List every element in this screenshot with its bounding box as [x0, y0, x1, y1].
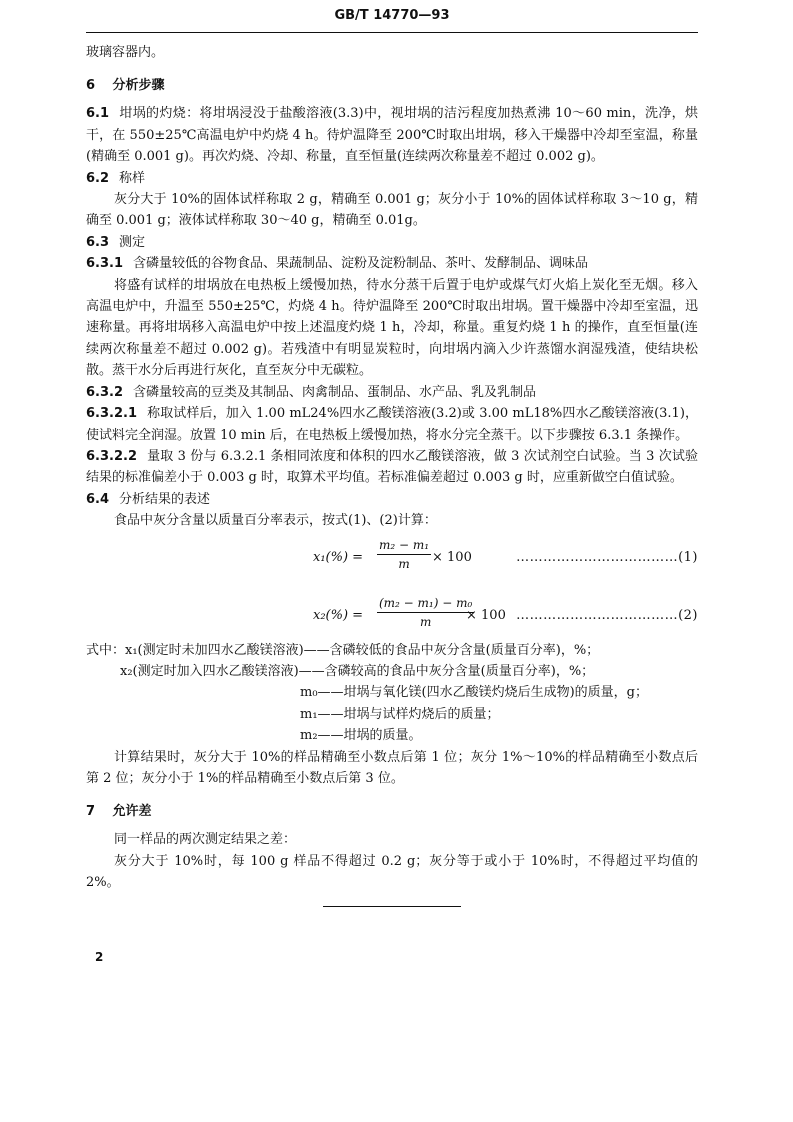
formula-2-fraction	[377, 596, 474, 629]
clause-6-1-text: 坩埚的灼烧：将坩埚浸没于盐酸溶液(3.3)中，视坩埚的洁污程度加热煮沸 10～60 min，洗净，烘干，在 550±25℃高温电炉中灼烧 4 h。待炉温降至 200℃时取出坩埚，移入干燥器中冷却至室温，称量(精确至 0.001 g)。再次灼烧、冷却、称量，直至恒量(连续两次称量差不超过 0.002 g)。	[86, 106, 698, 165]
clause-6-2-number: 6.2	[86, 170, 110, 186]
clause-6-2-title: 称样	[119, 170, 146, 186]
definition-m1: m₁——坩埚与试样灼烧后的质量；	[300, 706, 500, 722]
clause-6-4-text: 食品中灰分含量以质量百分率表示，按式(1)、(2)计算：	[114, 513, 437, 529]
clause-6-2-heading	[86, 168, 698, 189]
clause-6-3-2-heading	[86, 382, 698, 403]
clause-6-1-number: 6.1	[86, 106, 110, 122]
clause-6-3-number: 6.3	[86, 234, 110, 250]
formula-1-fraction	[377, 538, 431, 571]
formula-2-number: ………………………………(2)	[516, 607, 698, 623]
definition-x1: 式中：x₁(测定时未加四水乙酸镁溶液)——含磷较低的食品中灰分含量(质量百分率)，%；	[86, 642, 600, 658]
definition-m2: m₂——坩埚的质量。	[300, 728, 422, 744]
clause-6-3-2-2	[86, 446, 698, 489]
clause-6-3-2-2-number: 6.3.2.2	[86, 448, 137, 464]
formula-1-lhs: x₁(%) =	[313, 549, 364, 565]
clause-6-4-heading	[86, 489, 698, 510]
section-6-title: 分析步骤	[112, 78, 165, 94]
page-content	[86, 42, 698, 894]
clause-6-2-text: 灰分大于 10%的固体试样称取 2 g，精确至 0.001 g；灰分小于 10%的固体试样称取 3～10 g，精确至 0.001 g；液体试样称取 30～40 g，精确至 0.01g。	[86, 192, 698, 229]
formula-2-denominator: m	[419, 614, 432, 629]
section-7-heading	[86, 800, 698, 819]
clause-6-4-number: 6.4	[86, 491, 110, 507]
clause-6-3-2-1	[86, 403, 698, 446]
tolerance-line-1: 同一样品的两次测定结果之差：	[114, 832, 297, 848]
formula-1-denominator: m	[398, 556, 410, 571]
clause-6-3-2-2-text: 量取 3 份与 6.3.2.1 条相同浓度和体积的四水乙酸镁溶液，做 3 次试剂空白试验。当 3 次试验结果的标准偏差小于 0.003 g 时，取算术平均值。若标准偏差超过 0.003 g 时，应重新做空白值试验。	[86, 448, 698, 486]
clause-6-3-title: 测定	[119, 234, 146, 250]
clause-6-3-2-title: 含磷量较高的豆类及其制品、肉禽制品、蛋制品、水产品、乳及乳制品	[133, 384, 537, 400]
section-6-number: 6	[86, 78, 96, 94]
clause-6-3-1-heading	[86, 253, 698, 274]
page-number: 2	[95, 950, 104, 964]
formula-1-number: ………………………………(1)	[516, 549, 698, 565]
section-7-title: 允许差	[112, 804, 152, 820]
definition-m0: m₀——坩埚与氧化镁(四水乙酸镁灼烧后生成物)的质量，g；	[300, 685, 649, 701]
formula-2-multiplier: × 100	[466, 607, 506, 623]
clause-6-3-2-1-text: 称取试样后，加入 1.00 mL24%四水乙酸镁溶液(3.2)或 3.00 mL18%四水乙酸镁溶液(3.1)，使试料完全润湿。放置 10 min 后，在电热板上缓慢加热，将水分完全蒸干。以下步骤按 6.3.1 条操作。	[86, 406, 698, 443]
formula-2-numerator: (m₂ − m₁) − m₀	[377, 596, 474, 613]
calculation-note: 计算结果时，灰分大于 10%的样品精确至小数点后第 1 位；灰分 1%～10%的样品精确至小数点后第 2 位；灰分小于 1%的样品精确至小数点后第 3 位。	[86, 749, 698, 786]
clause-6-3-1-title: 含磷量较低的谷物食品、果蔬制品、淀粉及淀粉制品、茶叶、发酵制品、调味品	[133, 256, 589, 272]
end-rule	[323, 906, 461, 907]
section-7-number: 7	[86, 804, 96, 820]
formula-2-lhs: x₂(%) =	[313, 607, 364, 623]
formula-1-multiplier: × 100	[432, 549, 472, 565]
formula-2	[86, 596, 698, 640]
clause-6-3-2-1-number: 6.3.2.1	[86, 406, 137, 422]
variable-definitions	[86, 640, 698, 747]
header-rule	[86, 32, 698, 33]
intro-line: 玻璃容器内。	[86, 45, 165, 60]
definition-x2: x₂(测定时加入四水乙酸镁溶液)——含磷较高的食品中灰分含量(质量百分率)，%；	[120, 663, 595, 679]
section-6-heading	[86, 74, 698, 93]
clause-6-4-title: 分析结果的表述	[119, 491, 211, 507]
tolerance-line-2: 灰分大于 10%时，每 100 g 样品不得超过 0.2 g；灰分等于或小于 10%时，不得超过平均值的 2%。	[86, 853, 698, 891]
clause-6-1	[86, 103, 698, 167]
formula-1	[86, 538, 698, 582]
clause-6-3-1-text: 将盛有试样的坩埚放在电热板上缓慢加热，待水分蒸干后置于电炉或煤气灯火焰上炭化至无烟。移入高温电炉中，升温至 550±25℃，灼烧 4 h。待炉温降至 200℃时取出坩埚。置干燥器中冷却至室温，迅速称量。再将坩埚移入高温电炉中按上述温度灼烧 1 h，冷却，称量。重复灼烧 1 h 的操作，直至恒量(连续两次称量差不超过 0.002 g)。若残渣中有明显炭粒时，向坩埚内滴入少许蒸馏水润湿残渣，使结块松散。蒸干水分后再进行灰化，直至灰分中无碳粒。	[86, 277, 698, 379]
clause-6-3-heading	[86, 232, 698, 253]
formula-1-numerator: m₂ − m₁	[377, 538, 431, 555]
clause-6-3-2-number: 6.3.2	[86, 384, 124, 400]
standard-code-header: GB/T 14770—93	[334, 8, 450, 23]
clause-6-3-1-number: 6.3.1	[86, 256, 124, 272]
